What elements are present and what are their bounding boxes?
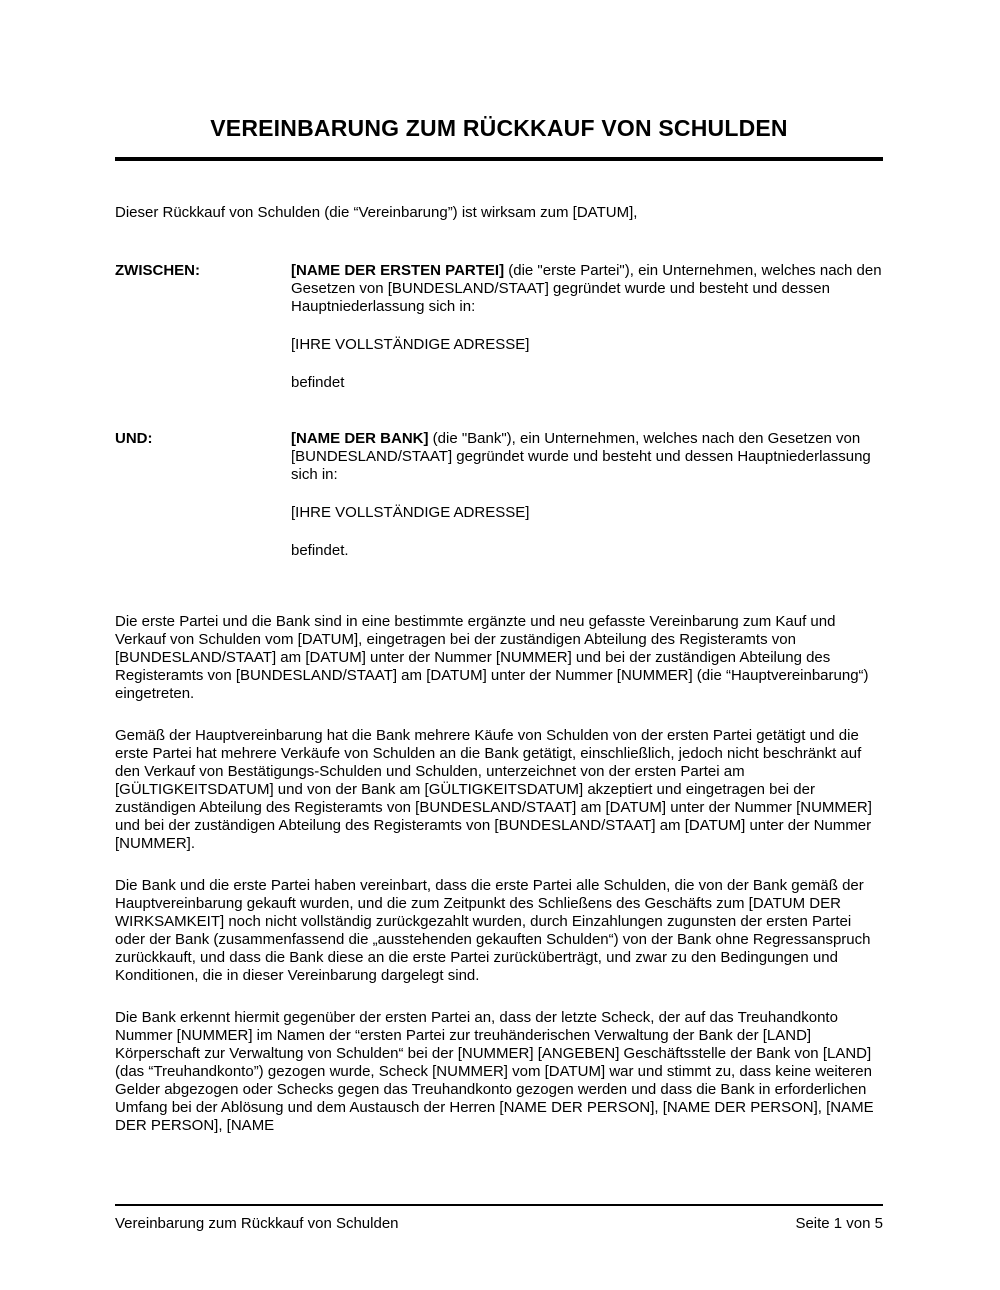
party-address-placeholder: [IHRE VOLLSTÄNDIGE ADRESSE]	[291, 336, 530, 353]
footer-document-title: Vereinbarung zum Rückkauf von Schulden	[115, 1215, 399, 1232]
party-tail-text: befindet.	[291, 542, 349, 559]
party-description-text: (die "Bank"), ein Unternehmen, welches nach den Gesetzen von [BUNDESLAND/STAAT] gegründet wurde und besteht und dessen Hauptniederlassung sich in:	[291, 430, 871, 483]
document-content	[0, 114, 1000, 1135]
party-section-zwischen	[115, 262, 883, 392]
party-section-und	[115, 430, 883, 560]
body-paragraphs	[115, 613, 883, 1135]
body-paragraph-2: Gemäß der Hauptvereinbarung hat die Bank mehrere Käufe von Schulden von der ersten Partei getätigt und die erste Partei hat mehrere Verkäufe von Schulden an die Bank getätigt, einschließlich, jedoch nicht beschränkt auf den Verkauf von Bestätigungs-Schulden und Schulden, unterzeichnet von der ersten Partei am [GÜLTIGKEITSDATUM] und von der Bank am [GÜLTIGKEITSDATUM] akzeptiert und eingetragen bei der zuständigen Abteilung des Registeramts von [BUNDESLAND/STAAT] am [DATUM] unter der Nummer [NUMMER] und bei der zuständigen Abteilung des Registeramts von [BUNDESLAND/STAAT] am [DATUM] unter der Nummer [NUMMER].	[115, 727, 872, 852]
intro-paragraph: Dieser Rückkauf von Schulden (die “Vereinbarung”) ist wirksam zum [DATUM],	[115, 204, 638, 221]
footer-page-number: Seite 1 von 5	[795, 1215, 883, 1232]
page-title: VEREINBARUNG ZUM RÜCKKAUF VON SCHULDEN	[210, 115, 788, 141]
body-paragraph-3: Die Bank und die erste Partei haben vereinbart, dass die erste Partei alle Schulden, die von der Bank gemäß der Hauptvereinbarung gekauft wurden, und die zum Zeitpunkt des Schließens des Geschäfts zum [DATUM DER WIRKSAMKEIT] noch nicht vollständig zurückgezahlt wurden, durch Einzahlungen zugunsten der ersten Partei oder der Bank (zusammenfassend die „ausstehenden gekauften Schulden“) von der Bank ohne Regressanspruch zurückkauft, und dass die Bank diese an die erste Partei zurücküberträgt, und zwar zu den Bedingungen und Konditionen, die in dieser Vereinbarung dargelegt sind.	[115, 877, 871, 984]
page-footer	[115, 1204, 883, 1233]
party-body	[291, 430, 883, 560]
party-description	[291, 262, 883, 316]
body-paragraph-4: Die Bank erkennt hiermit gegenüber der ersten Partei an, dass der letzte Scheck, der auf das Treuhandkonto Nummer [NUMMER] im Namen der “ersten Partei zur treuhänderischen Verwaltung der Bank der [LAND] Körperschaft zur Verwaltung von Schulden“ bei der [NUMMER] [ANGEBEN] Geschäftsstelle der Bank von [LAND] (das “Treuhandkonto”) gezogen wurde, Scheck [NUMMER] vom [DATUM] war und stimmt zu, dass keine weiteren Gelder abgezogen oder Schecks gegen das Treuhandkonto gezogen werden und dass die Bank in erforderlichen Umfang bei der Ablösung und dem Austausch der Herren [NAME DER PERSON], [NAME DER PERSON], [NAME DER PERSON], [NAME	[115, 1009, 874, 1134]
party-address-placeholder: [IHRE VOLLSTÄNDIGE ADRESSE]	[291, 504, 530, 521]
party-description	[291, 430, 883, 484]
party-label-zwischen: ZWISCHEN:	[115, 262, 200, 279]
party-body	[291, 262, 883, 392]
title-rule	[115, 157, 883, 161]
party-description-text: (die "erste Partei"), ein Unternehmen, welches nach den Gesetzen von [BUNDESLAND/STAAT] gegründet wurde und besteht und dessen Hauptniederlassung sich in:	[291, 262, 882, 315]
party-name-placeholder: [NAME DER BANK]	[291, 430, 429, 447]
party-tail-text: befindet	[291, 374, 345, 391]
body-paragraph-1: Die erste Partei und die Bank sind in eine bestimmte ergänzte und neu gefasste Vereinbarung zum Kauf und Verkauf von Schulden vom [DATUM], eingetragen bei der zuständigen Abteilung des Registeramts von [BUNDESLAND/STAAT] am [DATUM] unter der Nummer [NUMMER] und bei der zuständigen Abteilung des Registeramts von [BUNDESLAND/STAAT] am [DATUM] unter der Nummer [NUMMER] (die “Hauptvereinbarung“) eingetreten.	[115, 613, 869, 702]
party-name-placeholder: [NAME DER ERSTEN PARTEI]	[291, 262, 505, 279]
party-label-und: UND:	[115, 430, 153, 447]
